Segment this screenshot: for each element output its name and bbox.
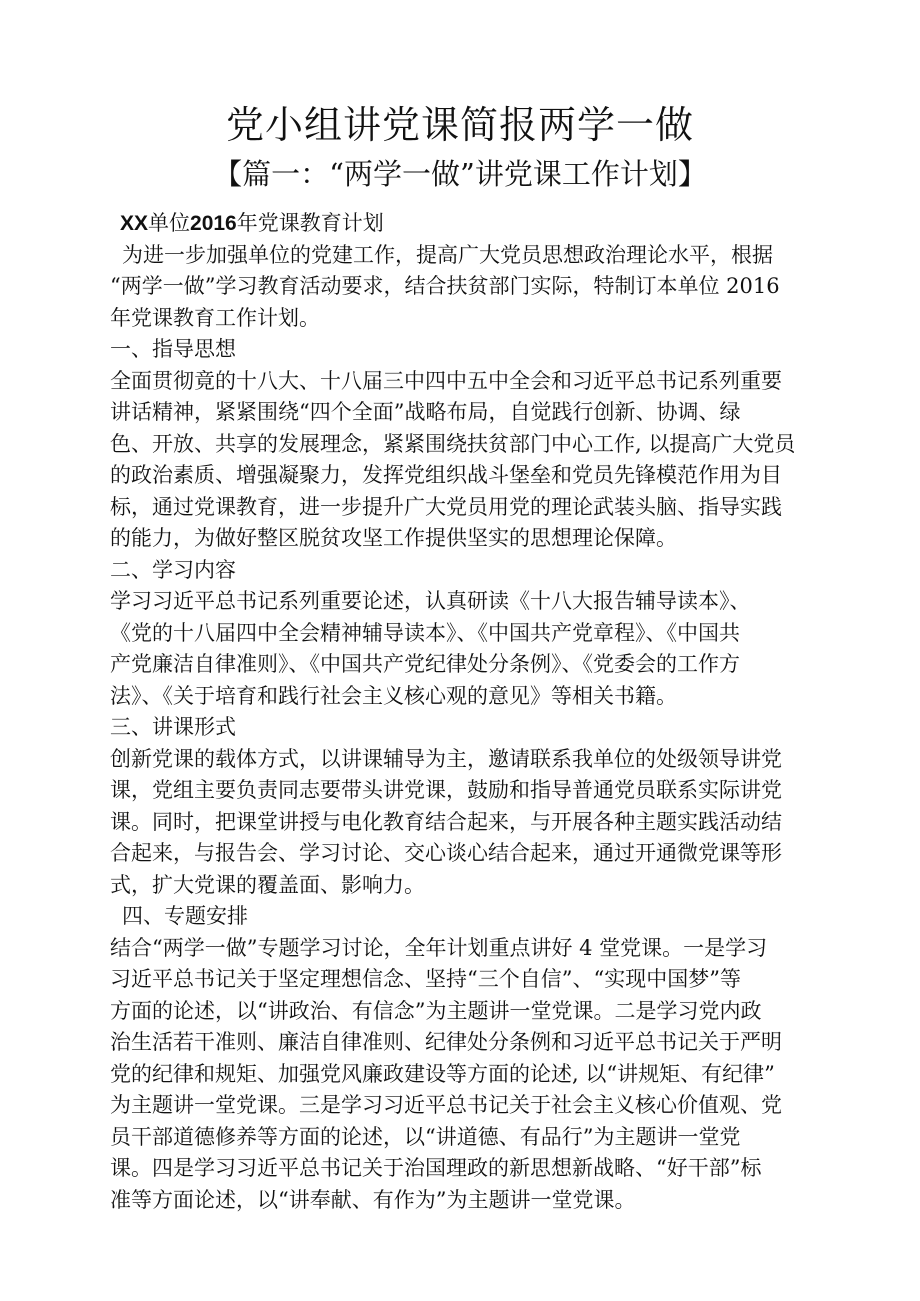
section-heading: 四、专题安排 bbox=[122, 904, 248, 928]
plan-heading-year: 2016 bbox=[190, 212, 237, 235]
paragraph-line: 结合“两学一做”专题学习讨论，全年计划重点讲好 4 堂党课。一是学习 bbox=[110, 935, 768, 960]
paragraph-line: 方面的论述，以“讲政治、有信念”为主题讲一堂党课。二是学习党内政 bbox=[110, 998, 762, 1023]
paragraph-line: 法》、《关于培育和践行社会主义核心观的意见》等相关书籍。 bbox=[110, 683, 677, 708]
paragraph-line: 治生活若干准则、廉洁自律准则、纪律处分条例和习近平总书记关于严明 bbox=[110, 1030, 782, 1054]
paragraph-line: 的政治素质、增强凝聚力，发挥党组织战斗堡垒和党员先锋模范作用为目 bbox=[110, 463, 782, 487]
paragraph-line: 员干部道德修养等方面的论述，以“讲道德、有品行”为主题讲一堂党 bbox=[110, 1124, 741, 1149]
paragraph-line: 的能力，为做好整区脱贫攻坚工作提供坚实的思想理论保障。 bbox=[110, 526, 677, 550]
paragraph-line: 讲话精神，紧紧围绕“四个全面”战略布局，自觉践行创新、协调、绿 bbox=[110, 400, 741, 424]
paragraph-line: 党的纪律和规矩、加强党风廉政建设等方面的论述, 以“讲规矩、有纪律” bbox=[110, 1061, 775, 1086]
plan-heading-rest: 年党课教育计划 bbox=[236, 211, 384, 235]
paragraph-line: 标，通过党课教育，进一步提升广大党员用党的理论武装头脑、指导实践 bbox=[110, 494, 782, 519]
paragraph-line: “两学一做”学习教育活动要求，结合扶贫部门实际，特制订本单位 2016 bbox=[110, 274, 780, 298]
plan-heading bbox=[110, 208, 815, 240]
paragraph-line: 全面贯彻竟的十八大、十八届三中四中五中全会和习近平总书记系列重要 bbox=[110, 368, 782, 393]
paragraph-line: 色、开放、共享的发展理念，紧紧围绕扶贫部门中心工作, 以提高广大党员 bbox=[110, 431, 796, 456]
paragraph-line: 课，党组主要负责同志要带头讲党课，鼓励和指导普通党员联系实际讲党 bbox=[110, 778, 782, 802]
document-subtitle: 【篇一：“两学一做”讲党课工作计划】 bbox=[213, 157, 707, 191]
paragraph-line: 课。四是学习习近平总书记关于治国理政的新思想新战略、“好干部”标 bbox=[110, 1156, 762, 1180]
document-body bbox=[110, 208, 815, 1216]
paragraph-line: 学习习近平总书记系列重要论述，认真研读《十八大报告辅导读本》、 bbox=[110, 589, 751, 613]
paragraph-line: 创新党课的载体方式，以讲课辅导为主，邀请联系我单位的处级领导讲党 bbox=[110, 746, 782, 771]
paragraph-line: 式，扩大党课的覆盖面、影响力。 bbox=[110, 872, 425, 897]
plan-heading-unit: 单位 bbox=[148, 211, 191, 235]
paragraph-line: 《党的十八届四中全会精神辅导读本》、《中国共产党章程》、《中国共 bbox=[110, 620, 740, 645]
section-heading: 一、指导思想 bbox=[110, 337, 236, 361]
paragraph-line: 准等方面论述，以“讲奉献、有作为”为主题讲一堂党课。 bbox=[110, 1187, 636, 1212]
section-heading: 二、学习内容 bbox=[110, 557, 236, 582]
paragraph-line: 为主题讲一堂党课。三是学习习近平总书记关于社会主义核心价值观、党 bbox=[110, 1093, 782, 1117]
plan-heading-unit-code: XX bbox=[120, 212, 149, 235]
paragraph-line: 习近平总书记关于坚定理想信念、坚持“三个自信”、“实现中国梦”等 bbox=[110, 967, 741, 991]
paragraph-line: 课。同时，把课堂讲授与电化教育结合起来，与开展各种主题实践活动结 bbox=[110, 809, 782, 834]
paragraph-line: 年党课教育工作计划。 bbox=[110, 305, 320, 330]
section-heading: 三、讲课形式 bbox=[110, 715, 236, 739]
paragraph-line: 产党廉洁自律准则》、《中国共产党纪律处分条例》、《党委会的工作方 bbox=[110, 652, 740, 676]
document-title: 党小组讲党课简报两学一做 bbox=[225, 103, 694, 147]
paragraph-line: 合起来，与报告会、学习讨论、交心谈心结合起来，通过开通微党课等形 bbox=[110, 841, 782, 865]
paragraph-line: 为进一步加强单位的党建工作，提高广大党员思想政治理论水平，根据 bbox=[122, 242, 773, 267]
